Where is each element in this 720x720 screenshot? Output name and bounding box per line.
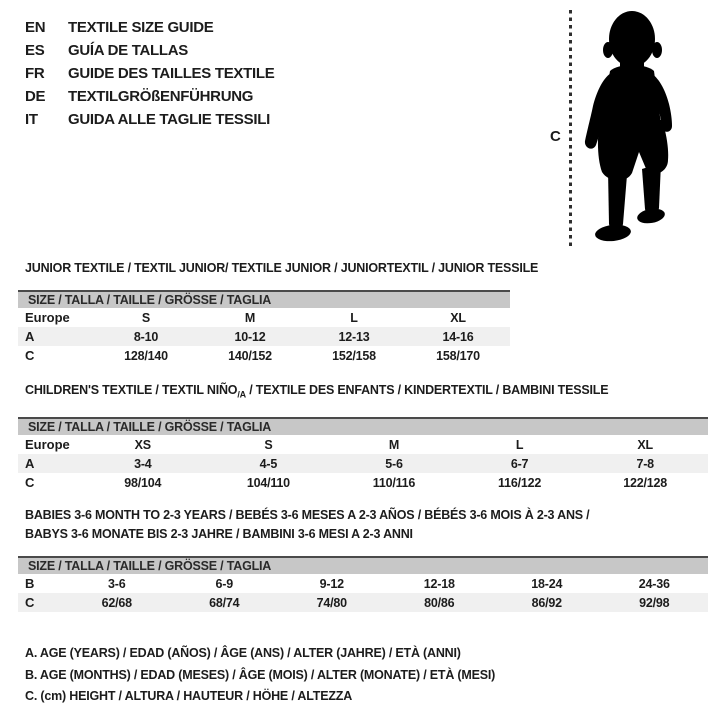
size-cell: S: [141, 310, 151, 325]
babies-title-line1: BABIES 3-6 MONTH TO 2-3 YEARS / BEBÉS 3-6 MESES A 2-3 AÑOS / BÉBÉS 3-6 MOIS À 2-3 ANS /: [25, 508, 590, 522]
table-row-height: [18, 346, 510, 365]
age-cell: 5-6: [385, 456, 403, 471]
size-cell: XL: [450, 310, 466, 325]
row-label: Europe: [25, 310, 70, 325]
junior-table-title: JUNIOR TEXTILE / TEXTIL JUNIOR/ TEXTILE JUNIOR / JUNIORTEXTIL / JUNIOR TESSILE: [25, 261, 539, 275]
language-title: GUÍA DE TALLAS: [68, 42, 188, 59]
babies-size-table: [18, 556, 708, 612]
language-title: GUIDA ALLE TAGLIE TESSILI: [68, 111, 270, 128]
age-cell: 3-4: [134, 456, 152, 471]
table-row-europe: [18, 308, 510, 327]
height-cell: 62/68: [101, 595, 132, 610]
table-row-age: [18, 327, 510, 346]
language-row-fr: [25, 62, 274, 85]
language-title: TEXTILE SIZE GUIDE: [68, 19, 214, 36]
children-title-pre: CHILDREN'S TEXTILE / TEXTIL NIÑO: [25, 383, 238, 397]
table-row-age-months: [18, 574, 708, 593]
height-cell: 74/80: [316, 595, 347, 610]
language-title: GUIDE DES TAILLES TEXTILE: [68, 65, 275, 82]
age-cell: 7-8: [636, 456, 654, 471]
age-cell: 3-6: [108, 576, 126, 591]
language-code: EN: [25, 19, 46, 36]
age-cell: 9-12: [319, 576, 344, 591]
height-cell: 122/128: [623, 475, 668, 490]
height-cell: 98/104: [124, 475, 162, 490]
language-row-en: [25, 16, 274, 39]
size-cell: XS: [134, 437, 151, 452]
row-label: C: [25, 475, 35, 490]
table-row-europe: [18, 435, 708, 454]
children-title-post: / TEXTILE DES ENFANTS / KINDERTEXTIL / BAMBINI TESSILE: [245, 383, 609, 397]
height-measure-label: C: [550, 128, 561, 145]
language-row-de: [25, 85, 274, 108]
height-cell: 104/110: [246, 475, 290, 490]
size-header-bar: SIZE / TALLA / TAILLE / GRÖSSE / TAGLIA: [18, 556, 708, 574]
children-table-title: [25, 383, 608, 400]
size-cell: L: [515, 437, 524, 452]
size-header-bar: SIZE / TALLA / TAILLE / GRÖSSE / TAGLIA: [18, 290, 510, 308]
babies-table-title: [25, 506, 589, 544]
note-age-months: B. AGE (MONTHS) / EDAD (MESES) / ÂGE (MOIS) / ALTER (MONATE) / ETÀ (MESI): [25, 667, 496, 682]
age-cell: 4-5: [259, 456, 278, 471]
height-cell: 110/116: [372, 475, 416, 490]
legend-notes: [25, 643, 495, 708]
language-code: IT: [25, 111, 38, 128]
age-cell: 6-7: [510, 456, 529, 471]
child-silhouette-figure: [556, 6, 706, 252]
height-cell: 128/140: [124, 348, 168, 363]
language-row-it: [25, 108, 274, 131]
age-cell: 24-36: [638, 576, 670, 591]
language-code: FR: [25, 65, 45, 82]
row-label: B: [25, 576, 35, 591]
language-code: DE: [25, 88, 46, 105]
size-cell: XL: [637, 437, 653, 452]
language-list: [25, 16, 274, 131]
age-cell: 14-16: [442, 329, 474, 344]
babies-title-line2: BABYS 3-6 MONATE BIS 2-3 JAHRE / BAMBINI 3-6 MESI A 2-3 ANNI: [25, 527, 413, 541]
height-cell: 68/74: [209, 595, 240, 610]
height-cell: 116/122: [498, 475, 542, 490]
row-label: C: [25, 595, 35, 610]
row-label: Europe: [25, 437, 70, 452]
table-row-height: [18, 473, 708, 492]
height-cell: 140/152: [228, 348, 272, 363]
height-cell: 80/86: [424, 595, 455, 610]
row-label: A: [25, 456, 35, 471]
junior-size-table: [18, 290, 510, 365]
height-cell: 152/158: [332, 348, 376, 363]
language-title: TEXTILGRÖßENFÜHRUNG: [68, 88, 254, 105]
language-row-es: [25, 39, 274, 62]
age-cell: 10-12: [234, 329, 266, 344]
age-cell: 18-24: [531, 576, 563, 591]
children-size-table: [18, 417, 708, 492]
row-label: C: [25, 348, 35, 363]
size-cell: M: [244, 310, 256, 325]
note-height-cm: C. (cm) HEIGHT / ALTURA / HAUTEUR / HÖHE / ALTEZZA: [25, 689, 353, 703]
age-cell: 6-9: [215, 576, 233, 591]
size-cell: M: [388, 437, 400, 452]
height-cell: 92/98: [639, 595, 670, 610]
children-title-sub: /A: [237, 389, 246, 400]
language-code: ES: [25, 42, 45, 59]
table-row-age: [18, 454, 708, 473]
age-cell: 8-10: [133, 329, 159, 344]
age-cell: 12-18: [423, 576, 455, 591]
height-cell: 86/92: [531, 595, 562, 610]
size-cell: S: [264, 437, 273, 452]
size-cell: L: [350, 310, 358, 325]
row-label: A: [25, 329, 35, 344]
age-cell: 12-13: [338, 329, 370, 344]
height-cell: 158/170: [436, 348, 480, 363]
size-header-bar: SIZE / TALLA / TAILLE / GRÖSSE / TAGLIA: [18, 417, 708, 435]
note-age-years: A. AGE (YEARS) / EDAD (AÑOS) / ÂGE (ANS) / ALTER (JAHRE) / ETÀ (ANNI): [25, 646, 461, 660]
table-row-height: [18, 593, 708, 612]
